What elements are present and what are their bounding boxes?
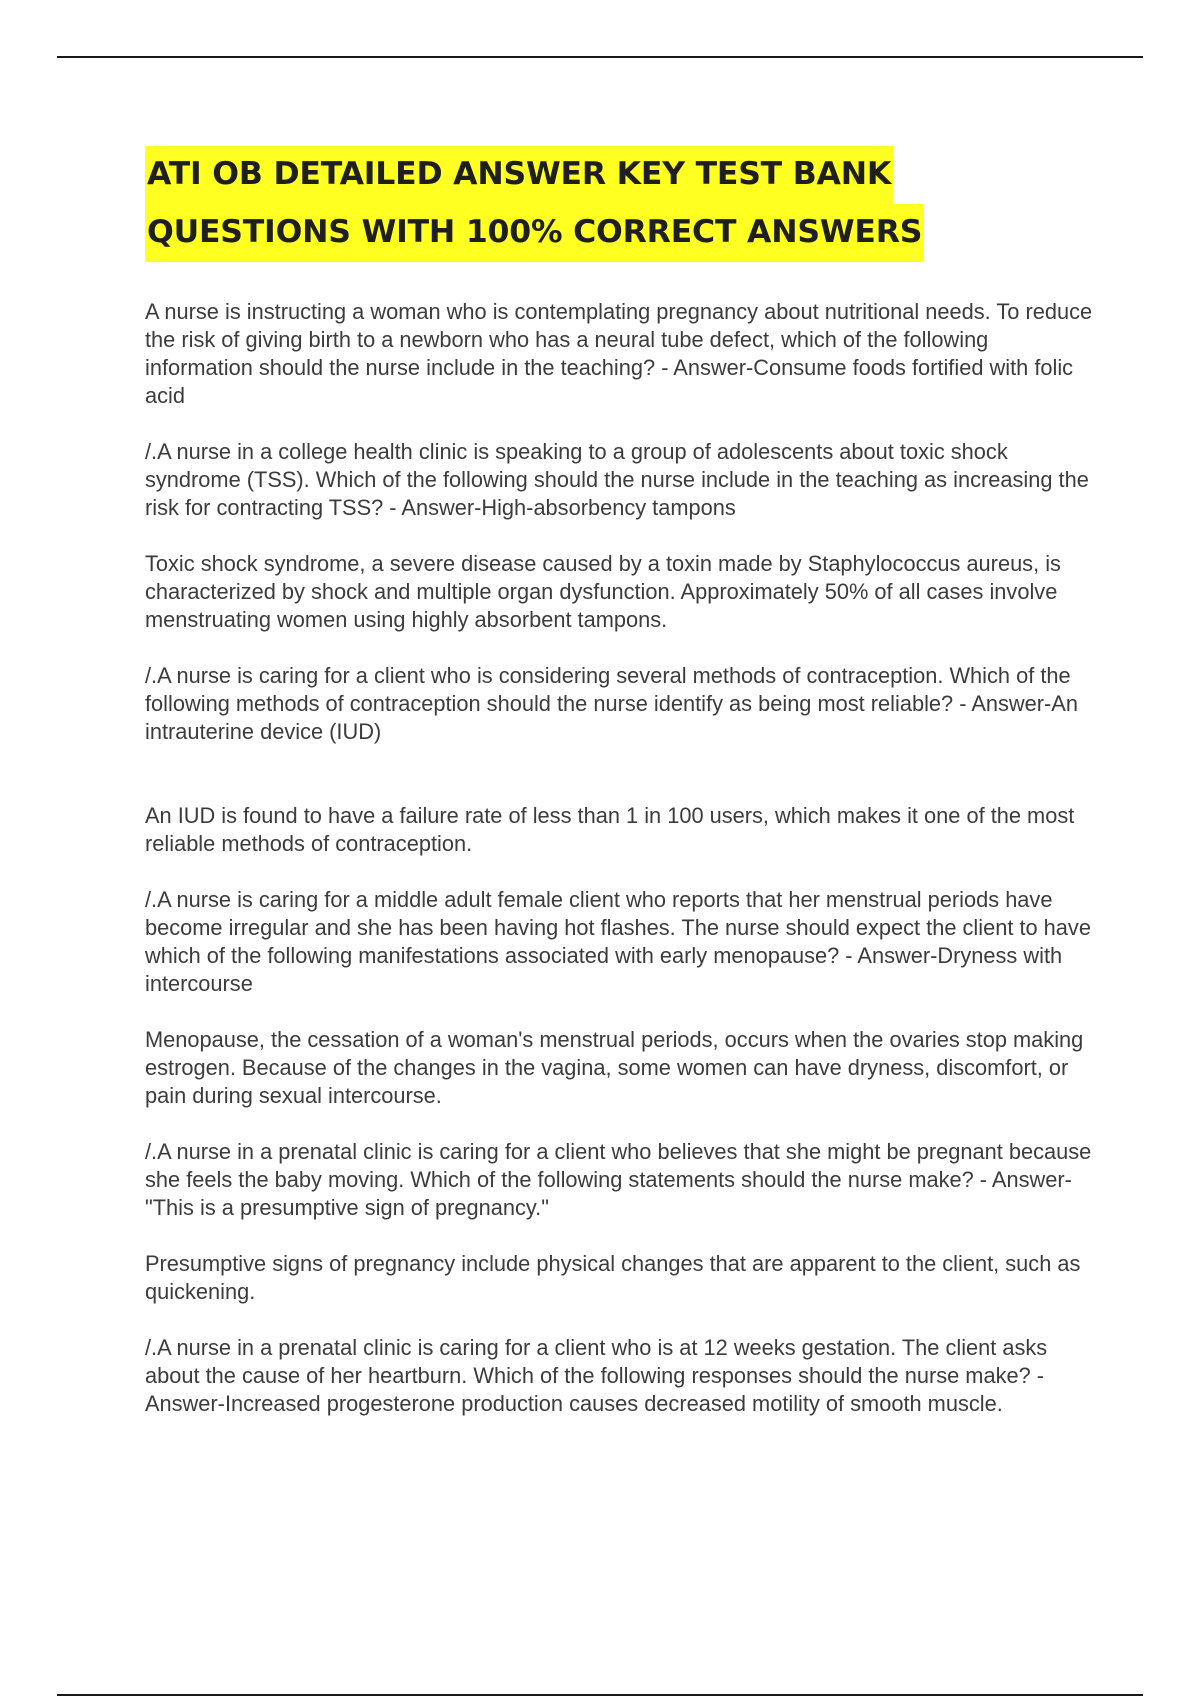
title-line-2: QUESTIONS WITH 100% CORRECT ANSWERS bbox=[145, 204, 924, 262]
document-title bbox=[145, 146, 1045, 262]
question-folic-acid: A nurse is instructing a woman who is contemplating pregnancy about nutritional needs. To reduce the risk of giving birth to a newborn who has a neural tube defect, which of the following information should the nurse include in the teaching? - Answer-Consume foods fortified with folic acid bbox=[145, 299, 1093, 408]
question-toxic-shock: /.A nurse in a college health clinic is speaking to a group of adolescents about toxic shock syndrome (TSS). Which of the following should the nurse include in the teaching as increasing the risk for contracting TSS? - Answer-High-absorbency tampons bbox=[145, 439, 1089, 520]
rationale-iud: An IUD is found to have a failure rate of less than 1 in 100 users, which makes it one of the most reliable methods of contraception. bbox=[145, 803, 1075, 856]
rationale-toxic-shock: Toxic shock syndrome, a severe disease caused by a toxin made by Staphylococcus aureus, is characterized by shock and multiple organ dysfunction. Approximately 50% of all cases involve menstruating women using highly absorbent tampons. bbox=[145, 551, 1061, 632]
page-top-rule bbox=[57, 56, 1143, 58]
title-line-1: ATI OB DETAILED ANSWER KEY TEST BANK bbox=[145, 146, 893, 204]
rationale-menopause: Menopause, the cessation of a woman's menstrual periods, occurs when the ovaries stop making estrogen. Because of the changes in the vagina, some women can have dryness, discomfort, or pain during sexual intercourse. bbox=[145, 1027, 1084, 1108]
question-presumptive-sign: /.A nurse in a prenatal clinic is caring for a client who believes that she might be pregnant because she feels the baby moving. Which of the following statements should the nurse make? - Answer-"This is a presumptive sign of pregnancy." bbox=[145, 1139, 1092, 1220]
question-heartburn: /.A nurse in a prenatal clinic is caring for a client who is at 12 weeks gestation. The client asks about the cause of her heartburn. Which of the following responses should the nurse make? - Answer-Increased progesterone production causes decreased motility of smooth muscle. bbox=[145, 1335, 1048, 1416]
question-contraception: /.A nurse is caring for a client who is considering several methods of contraception. Which of the following methods of contraception should the nurse identify as being most reliable? - Answer-An intrauterine device (IUD) bbox=[145, 663, 1078, 744]
rationale-presumptive-sign: Presumptive signs of pregnancy include physical changes that are apparent to the client, such as quickening. bbox=[145, 1251, 1081, 1304]
document-body bbox=[145, 298, 1100, 1418]
question-menopause: /.A nurse is caring for a middle adult female client who reports that her menstrual periods have become irregular and she has been having hot flashes. The nurse should expect the client to have which of the following manifestations associated with early menopause? - Answer-Dryness with intercourse bbox=[145, 887, 1091, 996]
page-bottom-rule bbox=[57, 1694, 1143, 1696]
